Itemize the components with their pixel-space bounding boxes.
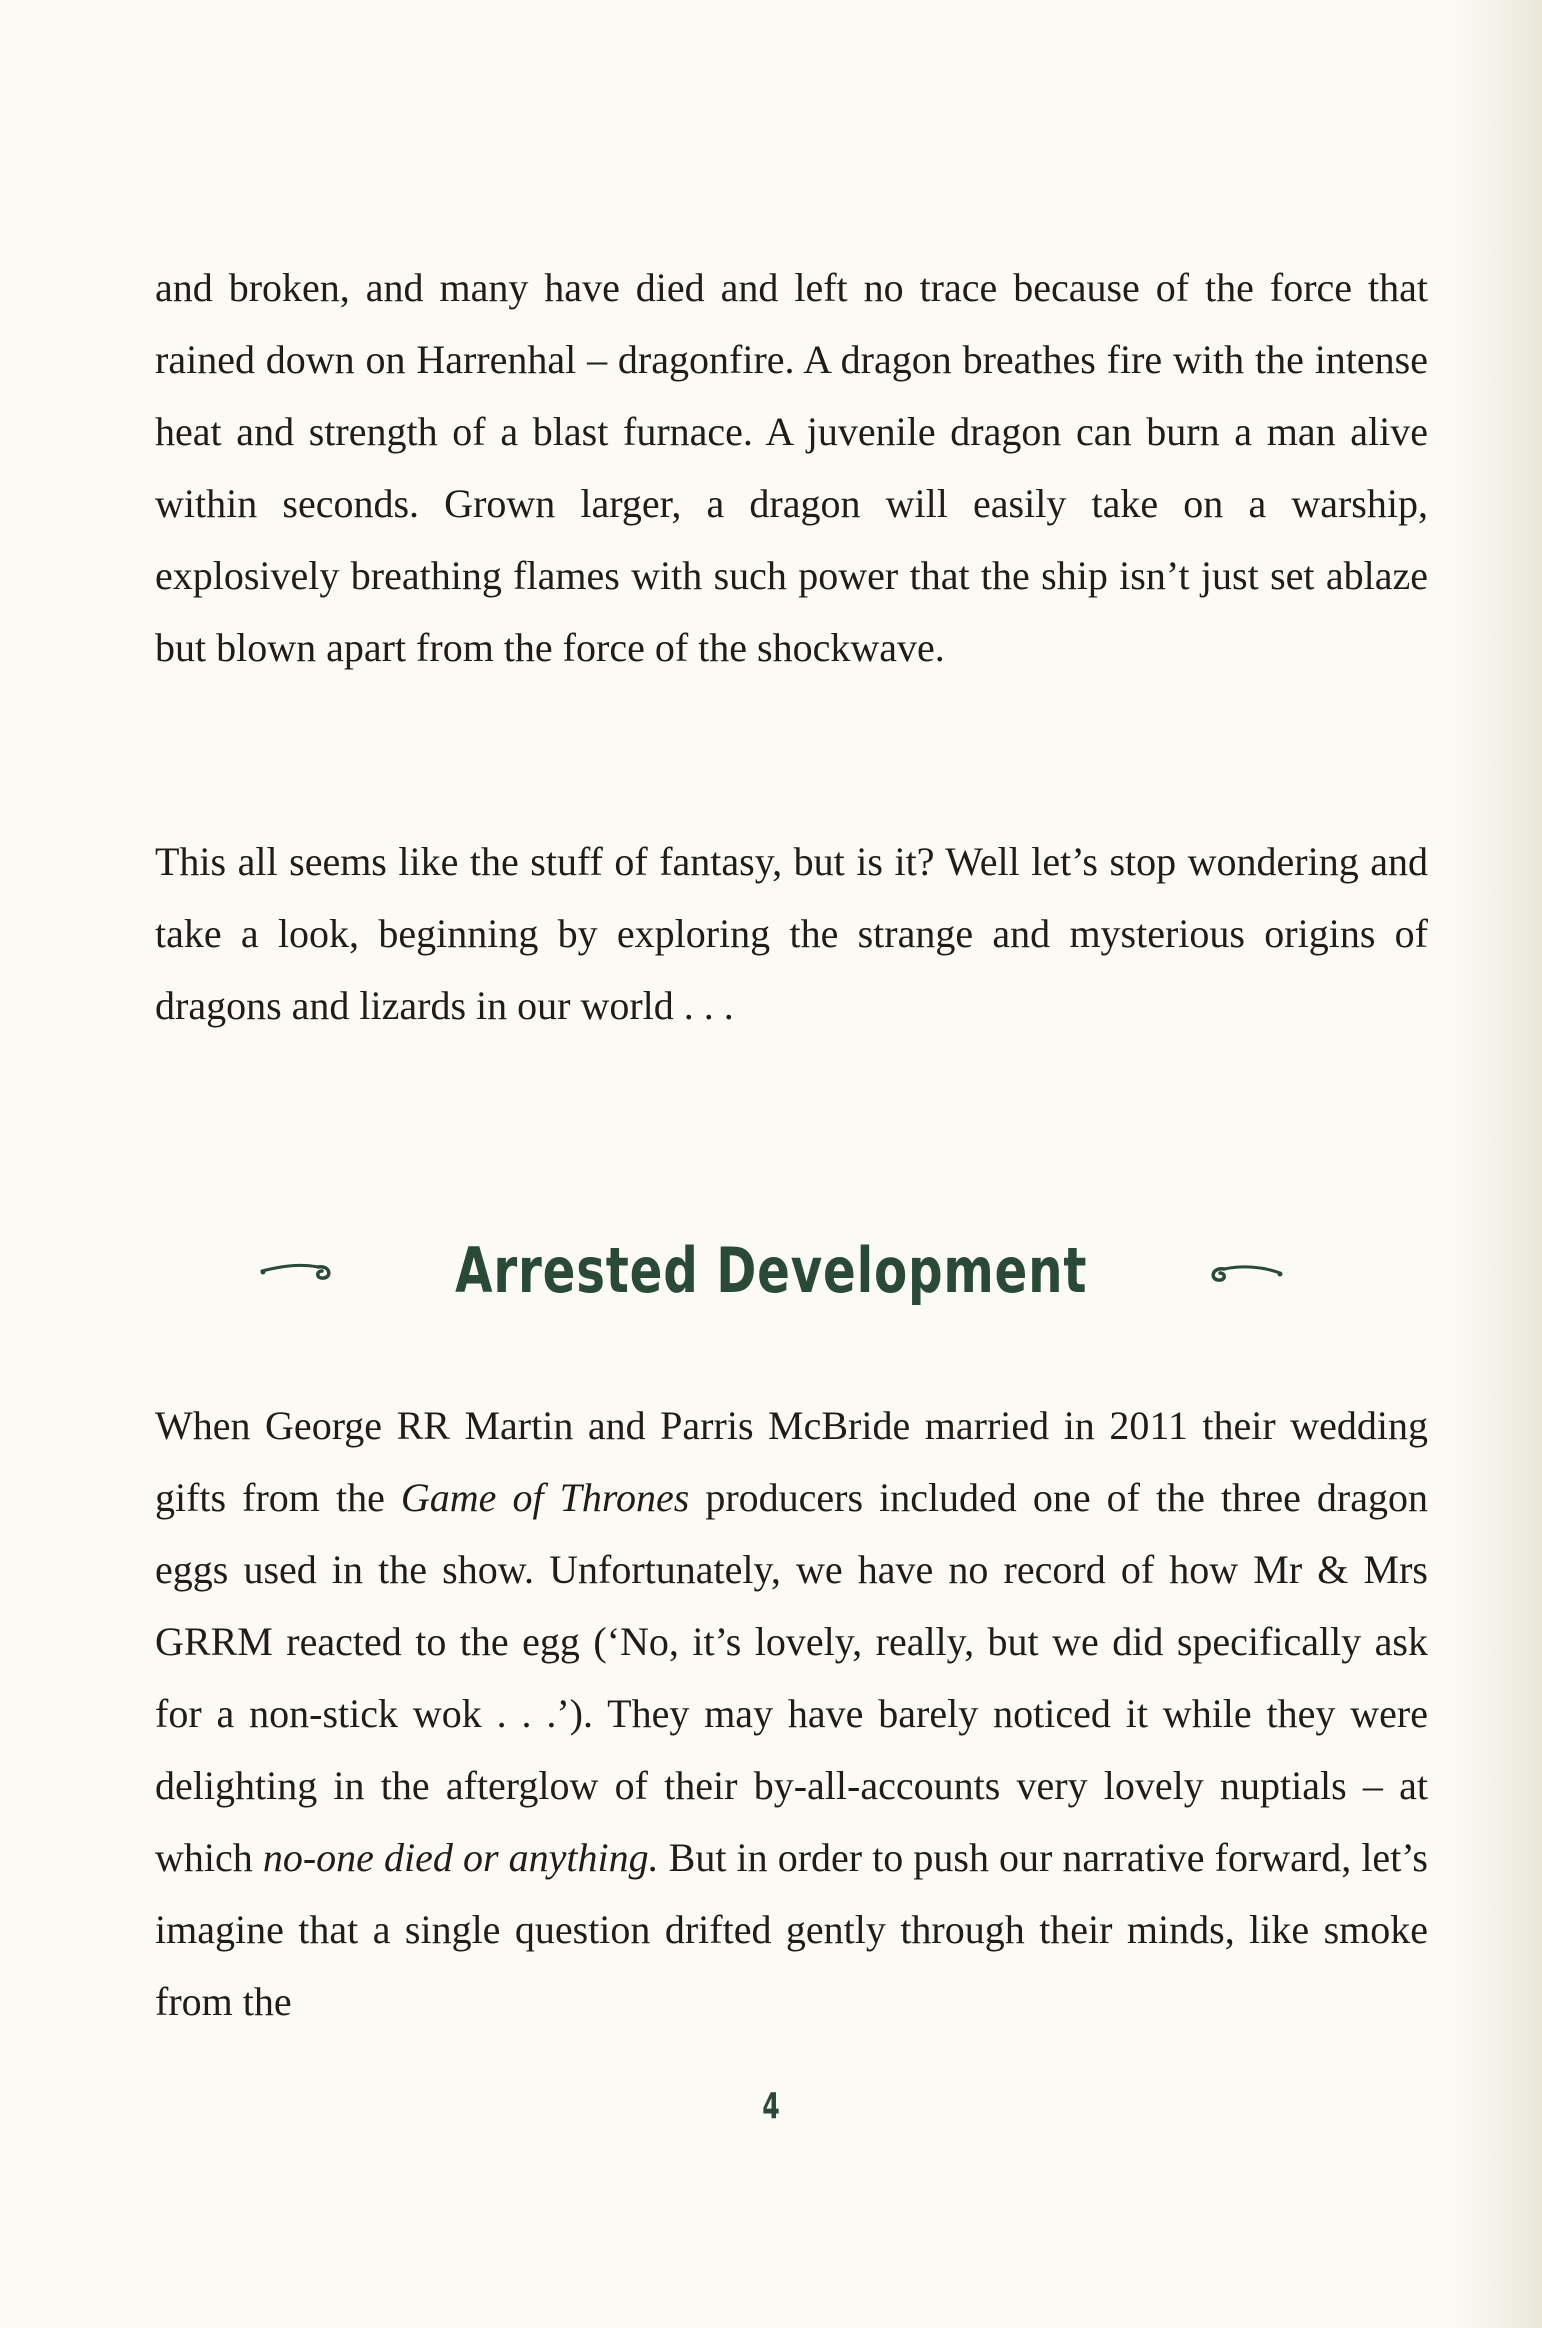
paragraph-text: This all seems like the stuff of fantasy, but is it? Well let’s stop wondering and take a look, beginning by exploring the strange and mysterious origins of dragons and lizards in our world . . . bbox=[155, 839, 1428, 1028]
emphasis-text: no-one died or anything. bbox=[262, 1835, 659, 1880]
paragraph-wedding bbox=[155, 1390, 1428, 2038]
text-run: producers included one of the three dragon eggs used in the show. Unfortunately, we have no record of how Mr & Mrs GRRM reacted to the egg (‘No, it’s lovely, really, but we did specifically ask for a non-stick wok . . .’). They may have barely noticed it while they were delighting in the afterglow of their by-all-accounts very lovely nuptials – at which bbox=[155, 1475, 1428, 1880]
paragraph-text bbox=[155, 1390, 1428, 2038]
page-number: 4 bbox=[762, 2086, 780, 2127]
text-run: When George RR Martin and Parris McBride married in 2011 their wedding gifts from the bbox=[155, 1403, 1428, 1520]
section-heading-row bbox=[0, 1220, 1542, 1320]
paragraph-dragonfire bbox=[155, 252, 1428, 684]
flourish-left-icon bbox=[258, 1253, 338, 1287]
paragraph-transition bbox=[155, 826, 1428, 1042]
paragraph-text: and broken, and many have died and left no trace because of the force that rained down on Harrenhal – dragonfire. A dragon breathes fire with the intense heat and strength of a blast furnace. A juvenile dragon can burn a man alive within seconds. Grown larger, a dragon will easily take on a warship, explosively breathing flames with such power that the ship isn’t just set ablaze but blown apart from the force of the shockwave. bbox=[155, 265, 1428, 670]
text-run: But in order to push our narrative forward, let’s imagine that a single question drifted gently through their minds, like smoke from the bbox=[155, 1835, 1428, 2024]
show-title: Game of Thrones bbox=[400, 1475, 690, 1520]
section-heading: Arrested Development bbox=[454, 1233, 1088, 1307]
flourish-right-icon bbox=[1204, 1253, 1284, 1287]
